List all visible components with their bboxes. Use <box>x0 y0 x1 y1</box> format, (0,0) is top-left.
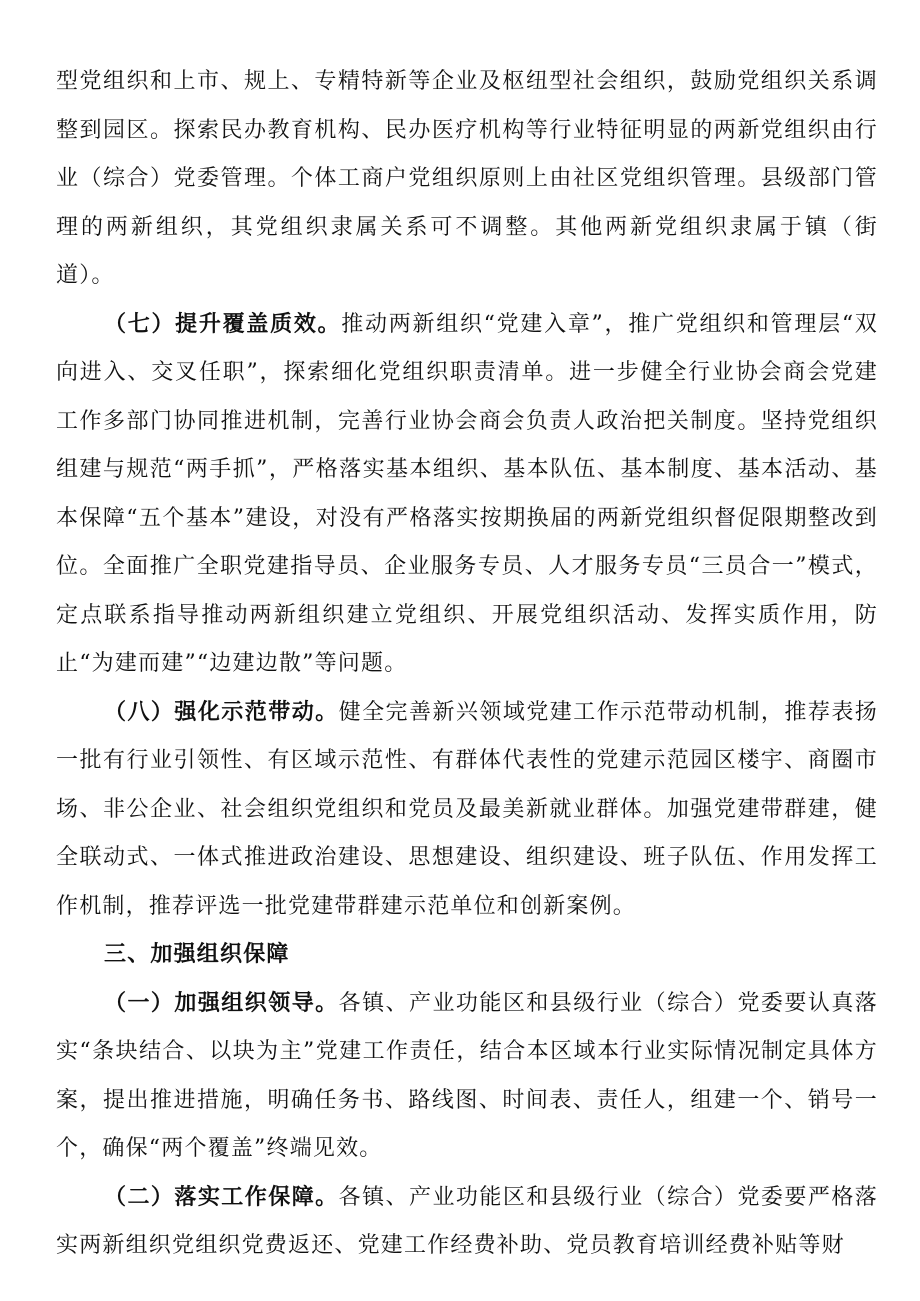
paragraph-work-guarantee <box>56 1174 878 1271</box>
paragraph-improve-coverage <box>56 301 878 689</box>
paragraph-text: 健全完善新兴领域党建工作示范带动机制，推荐表扬一批有行业引领性、有区域示范性、有群体代表性的党建示范园区楼宇、商圈市场、非公企业、社会组织党组织和党员及最美新就业群体。加强党建带群建，健全联动式、一体式推进政治建设、思想建设、组织建设、班子队伍、作用发挥工作机制，推荐评选一批党建带群建示范单位和创新案例。 <box>56 699 878 919</box>
paragraph-lead: （七）提升覆盖质效。 <box>104 311 342 337</box>
paragraph-lead: （一）加强组织领导。 <box>104 990 339 1016</box>
paragraph-text: 型党组织和上市、规上、专精特新等企业及枢纽型社会组织，鼓励党组织关系调整到园区。探索民办教育机构、民办医疗机构等行业特征明显的两新党组织由行业（综合）党委管理。个体工商户党组织原则上由社区党组织管理。县级部门管理的两新组织，其党组织隶属关系可不调整。其他两新党组织隶属于镇（街道）。 <box>56 69 878 288</box>
paragraph-leadership <box>56 980 878 1174</box>
paragraph-text: 各镇、产业功能区和县级行业（综合）党委要认真落实“条块结合、以块为主”党建工作责任，结合本区域本行业实际情况制定具体方案，提出推进措施，明确任务书、路线图、时间表、责任人，组建一个、销号一个，确保“两个覆盖”终端见效。 <box>56 990 878 1161</box>
paragraph-demonstration <box>56 689 878 932</box>
section-heading: 三、加强组织保障 <box>104 942 290 967</box>
paragraph-continuation <box>56 58 878 301</box>
paragraph-lead: （八）强化示范带动。 <box>104 699 339 725</box>
paragraph-text: 推动两新组织“党建入章”，推广党组织和管理层“双向进入、交叉任职”，探索细化党组织职责清单。进一步健全行业协会商会党建工作多部门协同推进机制，完善行业协会商会负责人政治把关制度。坚持党组织组建与规范“两手抓”，严格落实基本组织、基本队伍、基本制度、基本活动、基本保障“五个基本”建设，对没有严格落实按期换届的两新党组织督促限期整改到位。全面推广全职党建指导员、企业服务专员、人才服务专员“三员合一”模式，定点联系指导推动两新组织建立党组织、开展党组织活动、发挥实质作用，防止“为建而建”“边建边散”等问题。 <box>56 311 878 676</box>
document-page <box>56 58 878 1271</box>
paragraph-text: 各镇、产业功能区和县级行业（综合）党委要严格落实两新组织党组织党费返还、党建工作经费补助、党员教育培训经费补贴等财 <box>56 1184 878 1258</box>
paragraph-lead: （二）落实工作保障。 <box>104 1184 339 1210</box>
